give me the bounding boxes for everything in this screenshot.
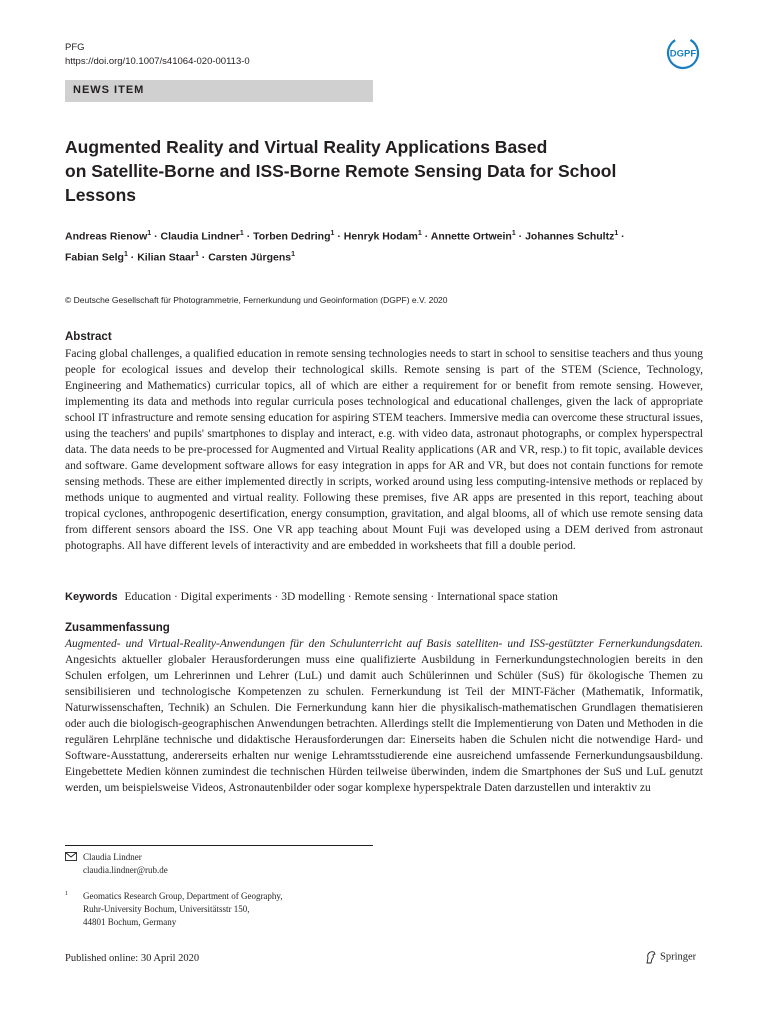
doi-link[interactable]: https://doi.org/10.1007/s41064-020-00113-0 <box>65 56 250 67</box>
author-affiliation-mark: 1 <box>194 250 199 258</box>
footnote-divider <box>65 845 373 846</box>
corresponding-author: Claudia Lindner <box>83 852 142 862</box>
publisher-name: Springer <box>660 951 697 963</box>
article-title <box>65 135 665 207</box>
keywords-label: Keywords <box>65 591 118 603</box>
section-label-bar <box>65 80 373 102</box>
zusammenfassung-text <box>65 636 703 796</box>
author-name[interactable]: Annette Ortwein <box>430 230 512 243</box>
author-name[interactable]: Henryk Hodam <box>343 230 418 243</box>
corresponding-email[interactable]: claudia.lindner@rub.de <box>83 865 168 875</box>
keywords-text: Education · Digital experiments · 3D modelling · Remote sensing · International space station <box>124 591 558 603</box>
svg-text:DGPF: DGPF <box>669 48 697 60</box>
affiliation-line: 44801 Bochum, Germany <box>83 917 177 927</box>
author-affiliation-mark: 1 <box>291 250 295 258</box>
author-name[interactable]: Torben Dedring <box>253 230 331 243</box>
author-affiliation-mark: 1 <box>511 230 516 237</box>
author-affiliation-mark: 1 <box>147 230 152 237</box>
author-affiliation-mark: 1 <box>123 250 128 258</box>
author-name[interactable]: Claudia Lindner <box>160 230 240 243</box>
keywords <box>65 589 705 605</box>
abstract-text: Facing global challenges, a qualified education in remote sensing technologies needs to start in school to sensitise teachers and thus young people for ecological issues and develop their technological skills. Remote sensing is part of the STEM (Science, Technology, Engineering and Mathematics) curricular topics, all of which are either a requirement for or benefit from remote sensing. However, implementing its data and methods into regular curricula poses technological and educational challenges, given the lack of appropriate school IT infrastructure and remote sensing education for aspiring STEM teachers. Immersive media can overcome these structural issues, using the teachers' and pupils' smartphones to display and interact, e.g. with video data, astronaut photographs, or complex hyperspectral data. The data needs to be pre-processed for Augmented and Virtual Reality applications (AR and VR, resp.) to fit topic, available devices and software. Game development software allows for easy integration in apps for AR and VR, but does not contain functions for remote sensing methods. These are either implemented directly in scripts, worked around using less computing-intensive methods or replaced by methods unique to augmented and virtual reality. Following these premises, five AR apps are presented in this report, teaching about tropical cyclones, anthropogenic desertification, energy consumption, gravitation, and algal blooms, all of which use remote sensing data from different sensors aboard the ISS. One VR app teaching about Mount Fuji was developed using a DEM derived from astronaut photographs. All have different levels of interactivity and are embedded in worksheets that fill a double period. <box>65 348 703 552</box>
author-affiliation-mark: 1 <box>239 230 244 237</box>
title-line: Lessons <box>65 185 136 205</box>
author-name[interactable]: Carsten Jürgens <box>208 251 292 263</box>
author-affiliation-mark: 1 <box>614 230 619 237</box>
affiliation-line: Ruhr-University Bochum, Universitätsstr 150, <box>83 904 250 914</box>
envelope-icon <box>65 852 77 861</box>
springer-horse-icon <box>645 950 657 964</box>
author-name[interactable]: Kilian Staar <box>137 251 195 263</box>
copyright-notice: © Deutsche Gesellschaft für Photogrammetrie, Fernerkundung und Geoinformation (DGPF) e.V. 2020 <box>65 295 448 305</box>
journal-name: PFG <box>65 42 85 53</box>
published-date: Published online: 30 April 2020 <box>65 953 200 964</box>
zusammenfassung-heading: Zusammenfassung <box>65 622 170 634</box>
zusammenfassung-body: Angesichts aktueller globaler Herausforderungen muss eine qualifizierte Ausbildung in Fernerkundungstechnologien bereits in den Schulen erfolgen, um Lehrerinnen und Lehrer (LuL) und damit auch Schülerinnen und Schüler (SuS) für ökologische Themen zu sensibilisieren und technologische Kompetenzen zu schulen. Fernerkundung ist Teil der MINT-Fächer (Mathematik, Informatik, Naturwissenschaften, Technik) an Schulen. Die Fernerkundung kann hier die physikalisch-mathematischen Grundlagen thematisieren oder auch die biologisch-geographischen Anwendungen betrachten. Allerdings stellt die Implementierung von Daten und Methoden in die regulären Lehrpläne technische und didaktische Herausforderungen dar: Einerseits haben die Schulen nicht die notwendige Hard- und Software-Ausstattung, andererseits erhalten nur wenige Lehramtsstudierende eine ausreichend umfassende Fernerkundungsausbildung. Eingebettete Medien können zumindest die technischen Hürden teilweise überwinden, indem die Smartphones der SuS und LuL genutzt werden, um beispielsweise Videos, Astronautenbilder oder sogar komplexe hyperspektrale Daten darzustellen und interaktiv zu <box>65 654 703 794</box>
author-list: Andreas Rienow$^1$ · Claudia Lindner$^1$ · Torben Dedring$^1$ · Henryk Hodam$^1$ · Annette Ortwein$^1$ · Johannes Schultz$^1$ · Fabian Selg$^1$ · Kilian Staar$^1$ · Carsten Jürgens$^1$ <box>65 230 625 263</box>
affiliation-mark: 1 <box>65 891 68 897</box>
journal-header <box>65 41 250 69</box>
affiliation-line: Geomatics Research Group, Department of Geography, <box>83 891 283 901</box>
author-name[interactable]: Fabian Selg <box>65 251 124 263</box>
section-label: NEWS ITEM <box>73 84 145 96</box>
author-name[interactable]: Johannes Schultz <box>525 230 615 243</box>
zusammenfassung-title: Augmented- und Virtual-Reality-Anwendungen für den Schulunterricht auf Basis satelliten- und ISS-gestützter Fernerkundungsdaten. <box>65 638 703 650</box>
author-affiliation-mark: 1 <box>330 230 335 237</box>
dgpf-logo <box>666 36 700 70</box>
author-name[interactable]: Andreas Rienow <box>65 230 148 243</box>
author-affiliation-mark: 1 <box>417 230 422 237</box>
title-line: Augmented Reality and Virtual Reality Applications Based <box>65 137 548 157</box>
abstract-heading: Abstract <box>65 331 112 343</box>
publisher-mark <box>645 950 696 964</box>
title-line: on Satellite-Borne and ISS-Borne Remote Sensing Data for School <box>65 161 617 181</box>
